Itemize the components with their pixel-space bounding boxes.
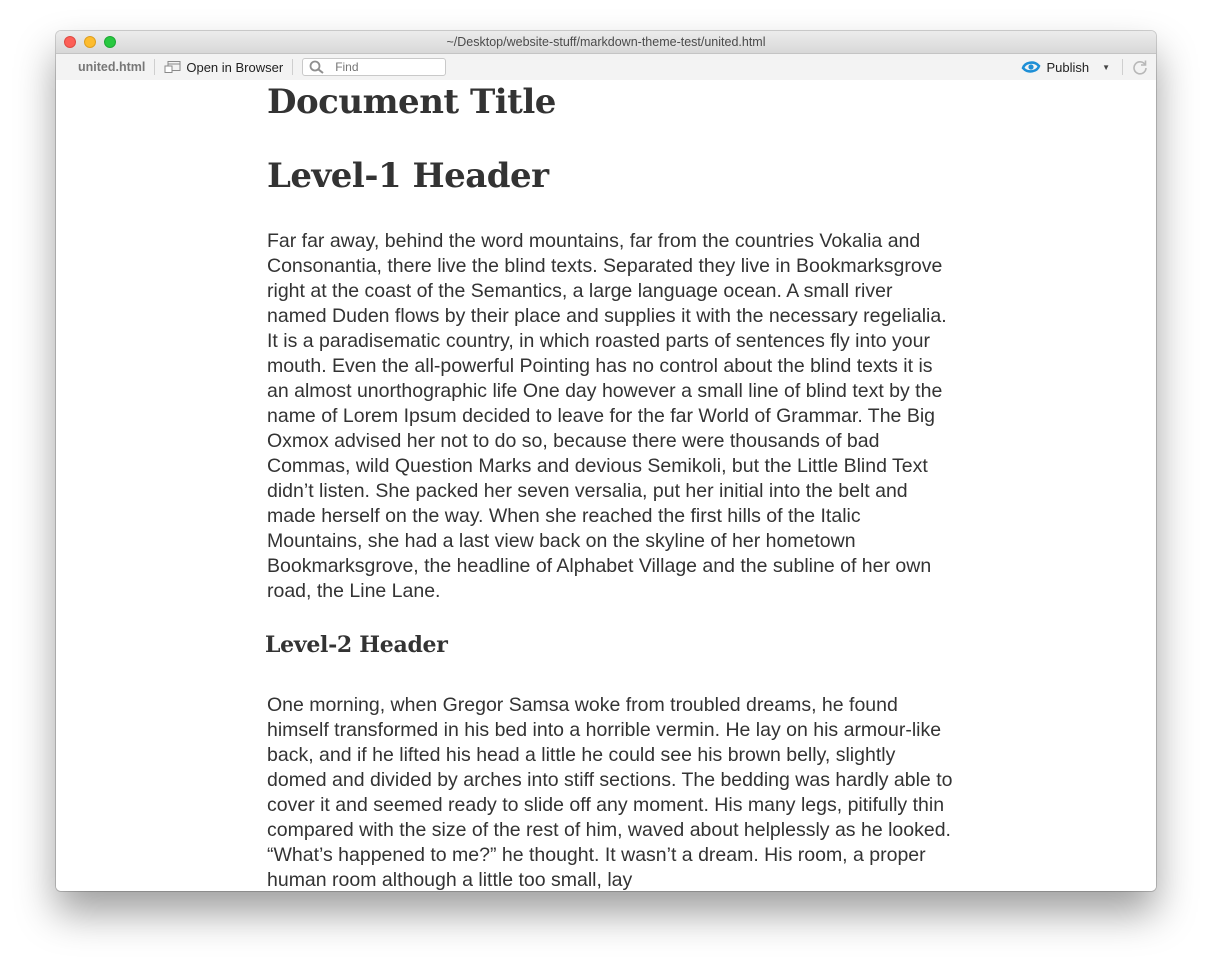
paragraph: Far far away, behind the word mountains, far from the countries Vokalia and Consonantia, there live the blind texts. Separated they live in Bookmarksgrove right at the coast of the Semantics, a large language ocean. A small river named Duden flows by their place and supplies it with the necessary regelialia. It is a paradisematic country, in which roasted parts of sentences fly into your mouth. Even the all-powerful Pointing has no control about the blind texts it is an almost unorthographic life One day however a small line of blind text by the name of Lorem Ipsum decided to leave for the far World of Grammar. The Big Oxmox advised her not to do so, because there were thousands of bad Commas, wild Question Marks and devious Semikoli, but the Little Blind Text didn’t listen. She packed her seven versalia, put her initial into the belt and made herself on the way. When she reached the first hills of the Italic Mountains, she had a last view back on the skyline of her hometown Bookmarksgrove, the headline of Alphabet Village and the subline of her own road, the Line Lane. <box>267 230 947 602</box>
level-2-header: Level-2 Header <box>265 632 448 658</box>
toolbar-right-group <box>1021 54 1156 80</box>
find-box[interactable] <box>302 58 446 76</box>
toolbar-divider <box>154 59 155 75</box>
open-in-browser-icon <box>164 60 180 74</box>
publish-button[interactable] <box>1021 59 1110 75</box>
chevron-down-icon[interactable]: ▼ <box>1102 62 1110 72</box>
file-name-label: united.html <box>78 60 146 74</box>
paragraph: One morning, when Gregor Samsa woke from troubled dreams, he found himself transformed in his bed into a horrible vermin. He lay on his armour-like back, and if he lifted his head a little he could see his brown belly, slightly domed and divided by arches into stiff sections. The bedding was hardly able to cover it and seemed ready to slide off any moment. His many legs, pitifully thin compared with the size of the rest of him, waved about helplessly as he looked. “What’s happened to me?” he thought. It wasn’t a dream. His room, a proper human room although a little too small, lay <box>267 694 953 891</box>
publish-icon <box>1021 59 1041 75</box>
publish-label: Publish <box>1046 59 1090 75</box>
title-bar <box>56 31 1156 54</box>
refresh-button[interactable] <box>1131 58 1149 76</box>
open-in-browser-label: Open in Browser <box>186 59 284 75</box>
level-1-header: Level-1 Header <box>267 156 549 196</box>
window-title: ~/Desktop/website-stuff/markdown-theme-test/united.html <box>446 35 766 49</box>
refresh-icon <box>1131 58 1149 76</box>
toolbar-divider <box>292 59 293 75</box>
find-input[interactable] <box>335 60 435 74</box>
document-viewer[interactable] <box>56 80 1156 891</box>
document-title: Document Title <box>267 82 556 122</box>
viewer-toolbar <box>56 54 1156 81</box>
search-icon <box>309 60 325 74</box>
open-in-browser-button[interactable] <box>164 60 283 75</box>
toolbar-divider <box>1122 59 1123 75</box>
viewer-window <box>56 31 1156 891</box>
